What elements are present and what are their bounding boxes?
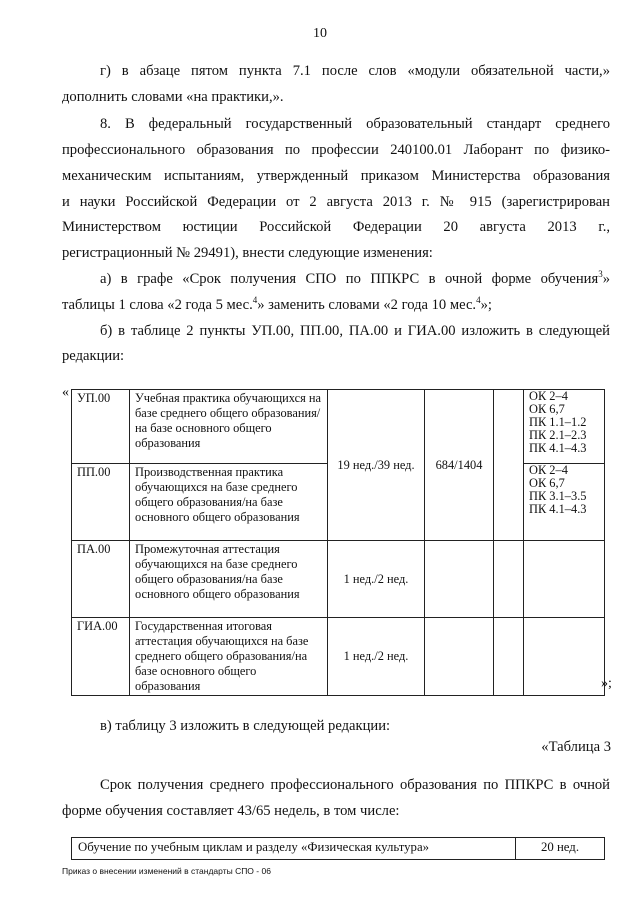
para-8-line6: регистрационный № 29491), внести следующие изменения: <box>62 245 433 261</box>
row-competencies: ОК 2–4 ОК 6,7 ПК 3.1–3.5 ПК 4.1–4.3 <box>524 464 605 541</box>
para-b-line1: б) в таблице 2 пункты УП.00, ПП.00, ПА.00 и ГИА.00 изложить в следующей <box>100 323 610 339</box>
empty-cell <box>524 618 605 696</box>
para-g-line1: г) в абзаце пятом пункта 7.1 после слов «модули обязательной части,» <box>100 63 610 79</box>
empty-cell <box>494 541 524 618</box>
table-quote-open: « <box>62 385 69 400</box>
para-srok-line1: Срок получения среднего профессионального образования по ППКРС в очной <box>100 777 610 793</box>
table-row <box>72 541 605 618</box>
row-competencies: ОК 2–4 ОК 6,7 ПК 1.1–1.2 ПК 2.1–2.3 ПК 4.1–4.3 <box>524 390 605 464</box>
row-value: 20 нед. <box>516 838 605 860</box>
row-label: Обучение по учебным циклам и разделу «Физическая культура» <box>72 838 516 860</box>
row-code: УП.00 <box>72 390 130 464</box>
footer-note: Приказ о внесении изменений в стандарты СПО - 06 <box>62 866 271 876</box>
footnote-ref: 3 <box>598 269 603 280</box>
table-quote-close: »; <box>601 676 612 691</box>
row-name: Промежуточная аттестация обучающихся на базе среднего общего образования/на базе основного общего образования <box>130 541 328 618</box>
para-8-line1: 8. В федеральный государственный образовательный стандарт среднего <box>100 116 610 132</box>
table-row <box>72 390 605 464</box>
practice-hours: 684/1404 <box>425 390 494 541</box>
table-3 <box>71 837 605 860</box>
para-srok-line2: форме обучения составляет 43/65 недель, в том числе: <box>62 803 400 819</box>
row-code: ГИА.00 <box>72 618 130 696</box>
table-row <box>72 618 605 696</box>
para-8-line3: механическим испытаниям, утвержденный приказом Министерства образования <box>62 168 610 184</box>
para-8-line5: Министерством юстиции Российской Федерации 20 августа 2013 г., <box>62 219 610 235</box>
footnote-ref: 4 <box>252 295 258 306</box>
page-number: 10 <box>313 26 327 41</box>
empty-cell <box>494 618 524 696</box>
footnote-ref: 4 <box>476 295 481 306</box>
para-8-line4: и науки Российской Федерации от 2 августа 2013 г. № 915 (зарегистрирован <box>62 194 610 210</box>
row-code: ПП.00 <box>72 464 130 541</box>
para-a-line2: таблицы 1 слова «2 года 5 мес.$^4$» заменить словами «2 года 10 мес.$^4$»; <box>62 295 492 313</box>
table3-caption: «Таблица 3 <box>541 739 611 755</box>
row-code: ПА.00 <box>72 541 130 618</box>
empty-cell <box>425 618 494 696</box>
table-2 <box>71 389 605 696</box>
row-duration: 1 нед./2 нед. <box>328 618 425 696</box>
empty-cell <box>524 541 605 618</box>
row-name: Учебная практика обучающихся на базе среднего общего образования/на базе основного общего образования <box>130 390 328 464</box>
para-8-line2: профессионального образования по профессии 240100.01 Лаборант по физико- <box>62 142 610 158</box>
row-name: Производственная практика обучающихся на базе среднего общего образования/на базе основного общего образования <box>130 464 328 541</box>
row-name: Государственная итоговая аттестация обучающихся на базе среднего общего образования/на базе основного общего образования <box>130 618 328 696</box>
practice-duration: 19 нед./39 нед. <box>328 390 425 541</box>
para-g-line2: дополнить словами «на практики,». <box>62 89 284 105</box>
empty-cell <box>494 390 524 541</box>
para-b-line2: редакции: <box>62 348 125 364</box>
empty-cell <box>425 541 494 618</box>
row-duration: 1 нед./2 нед. <box>328 541 425 618</box>
table-row <box>72 838 605 860</box>
para-a-line1: а) в графе «Срок получения СПО по ППКРС в очной форме обучения$^3$» <box>100 269 610 287</box>
para-v: в) таблицу 3 изложить в следующей редакции: <box>100 718 391 734</box>
